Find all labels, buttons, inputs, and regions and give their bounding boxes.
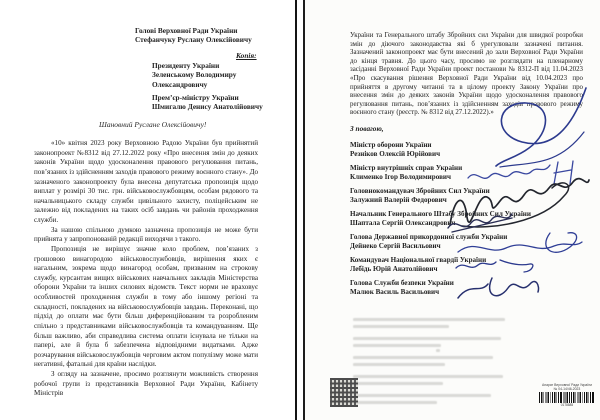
signatory-name: Лебідь Юрій Анатолійович <box>350 264 438 273</box>
signatory-name: Клименко Ігор Володимирович <box>350 172 451 181</box>
signatory-block <box>350 164 550 182</box>
copy-line: Президенту України <box>152 61 220 70</box>
letter-page-1 <box>0 0 295 420</box>
signatory-title: Міністр оборони України <box>350 141 432 149</box>
signatory-title: Міністр внутрішніх справ України <box>350 164 463 172</box>
copy-recipient-prime-minister <box>152 93 263 112</box>
copy-line: Шмигалю Денису Анатолійовичу <box>152 102 263 112</box>
signatory-name: Резніков Олексій Юрійович <box>350 149 441 158</box>
bleed-through-text <box>353 356 493 359</box>
barcode <box>539 392 595 403</box>
bleed-through-text <box>353 344 441 347</box>
bleed-through-text <box>353 394 491 397</box>
signatory-block <box>350 233 550 251</box>
bleed-through-text <box>353 325 449 328</box>
signatory-title: Голова Державної прикордонної служби України <box>350 233 508 241</box>
paragraph: «10» квітня 2023 року Верховною Радою України був прийнятий законопроект №8312 від 27.12.2022 року «Про внесення змін до деяких законів України щодо удосконалення правового регулювання питань, пов’язаних із здійсненням заходів правового режиму воєнного стану». До зазначеного законопроекту була внесена депутатська пропозиція щодо виплат у розмірі 30 тис. грн. військовослужбовцям, особам рядового та начальницького складу служби цивільного захисту, поліцейським не залежно від покладених на таких осіб завдань чи районів проходження служби. <box>34 139 258 224</box>
signatory-title: Головнокомандувач Збройних Сил України <box>350 187 490 195</box>
copy-line: Олександровичу <box>152 79 208 89</box>
salutation: Шановний Руслане Олексійовичу! <box>99 120 207 129</box>
letter-body-page2 <box>350 32 583 118</box>
closing-phrase: З повагою, <box>350 124 384 133</box>
signatory-block <box>350 141 550 159</box>
bleed-through-text <box>353 382 443 385</box>
recipient-line: Стефанчуку Руслану Олексійовичу <box>135 35 252 45</box>
barcode-digits: 0178885 <box>560 403 574 407</box>
qr-code <box>330 378 358 407</box>
stamp-number-line: № 04-14/46-2023 <box>553 387 581 391</box>
copy-line: Прем’єр-міністру України <box>152 93 239 102</box>
bleed-through-text <box>353 337 501 340</box>
registration-stamp <box>534 383 600 407</box>
signature-deineko-loop <box>546 233 577 253</box>
stamp-org-line: Апарат Верховної Ради України <box>542 383 592 387</box>
signatory-title: Голова Служби безпеки України <box>350 279 454 287</box>
letter-page-2 <box>305 0 600 420</box>
page-scan-edge <box>295 0 297 420</box>
bleed-through-text <box>353 401 437 404</box>
recipient-line: Голові Верховної Ради України <box>135 26 238 35</box>
copy-line: Зеленському Володимиру <box>152 70 237 80</box>
signatory-name: Шаптала Сергій Олександрович <box>350 218 456 227</box>
signature-klymenko-mark <box>554 161 573 184</box>
letter-body-page1 <box>34 139 258 399</box>
paragraph: За нашою спільною думкою зазначена пропозиція не може бути прийнята у запропонованій редакції виходячи з такого. <box>34 225 258 244</box>
signatory-title: Командувач Національної гвардії України <box>350 256 487 264</box>
bleed-through-mark <box>436 349 440 352</box>
paragraph: Пропозиція не вирішує значне коло проблем, пов’язаних з грошовою винагородою військовослужбовців, вирішення яких є нагальним, зокрема щодо винагород особам, призваним на строкову службу, курсантам вищих військових навчальних закладів Міністерства оборони України та інших силових відомств. Текст норми не враховує особливостей проходження служби в тому або іншому регіоні та складності, покладених на військовослужбовців завдань. Переконані, що підхід до оплати має бути більш диференційованим та розробленим спільно з представниками військовослужбовців та командуванням. Ще більш важливо, аби справедлива система оплати існувала не тільки на папері, але й була б забезпечена відповідними видатками. Адже розчарування військовослужбовців черговим актом популізму може мати негативні, фатальні для країни наслідки. <box>34 244 258 369</box>
signatory-block <box>350 279 550 297</box>
signatory-name: Малюк Василь Васильович <box>350 287 440 296</box>
signatory-name: Залужний Валерій Федорович <box>350 195 447 204</box>
paragraph: України та Генерального штабу Збройних сил України для швидкої розробки змін до діючого законодавства які б урегулювали зазначені питання. Зазначений законопроект має бути внесений до зали Верховної Ради України до кінця травня. До цього часу, просимо не розглядати на пленарному засіданні Верховної Ради України проект постанови № 8312-П від 11.04.2023 «Про скасування рішення Верховної Ради України від 10.04.2023 про прийняття в другому читанні та в цілому проекту Закону України про внесення змін до деяких законів України щодо удосконалення правового регулювання питань, пов’язаних із здійсненням заходів правового режиму воєнного стану (реєстр. № 8312 від 27.12.2022).» <box>350 32 583 117</box>
copy-recipient-president <box>152 61 236 89</box>
signatory-block <box>350 210 550 228</box>
paragraph: З огляду на зазначене, просимо розглянути можливість створення робочої групи із представників Верховної Ради України, Кабінету Міністрів <box>34 370 258 398</box>
signatory-title: Начальник Генерального Штабу Збройних Сил України <box>350 210 531 218</box>
signatory-block <box>350 187 550 205</box>
copy-label: Копія: <box>236 51 257 60</box>
recipient-block <box>135 26 252 45</box>
bleed-through-text <box>353 375 503 378</box>
signatory-name: Дейнеко Сергій Васильович <box>350 241 441 250</box>
signatory-block <box>350 256 550 274</box>
bleed-through-text <box>353 363 445 366</box>
bleed-through-text <box>353 318 505 321</box>
